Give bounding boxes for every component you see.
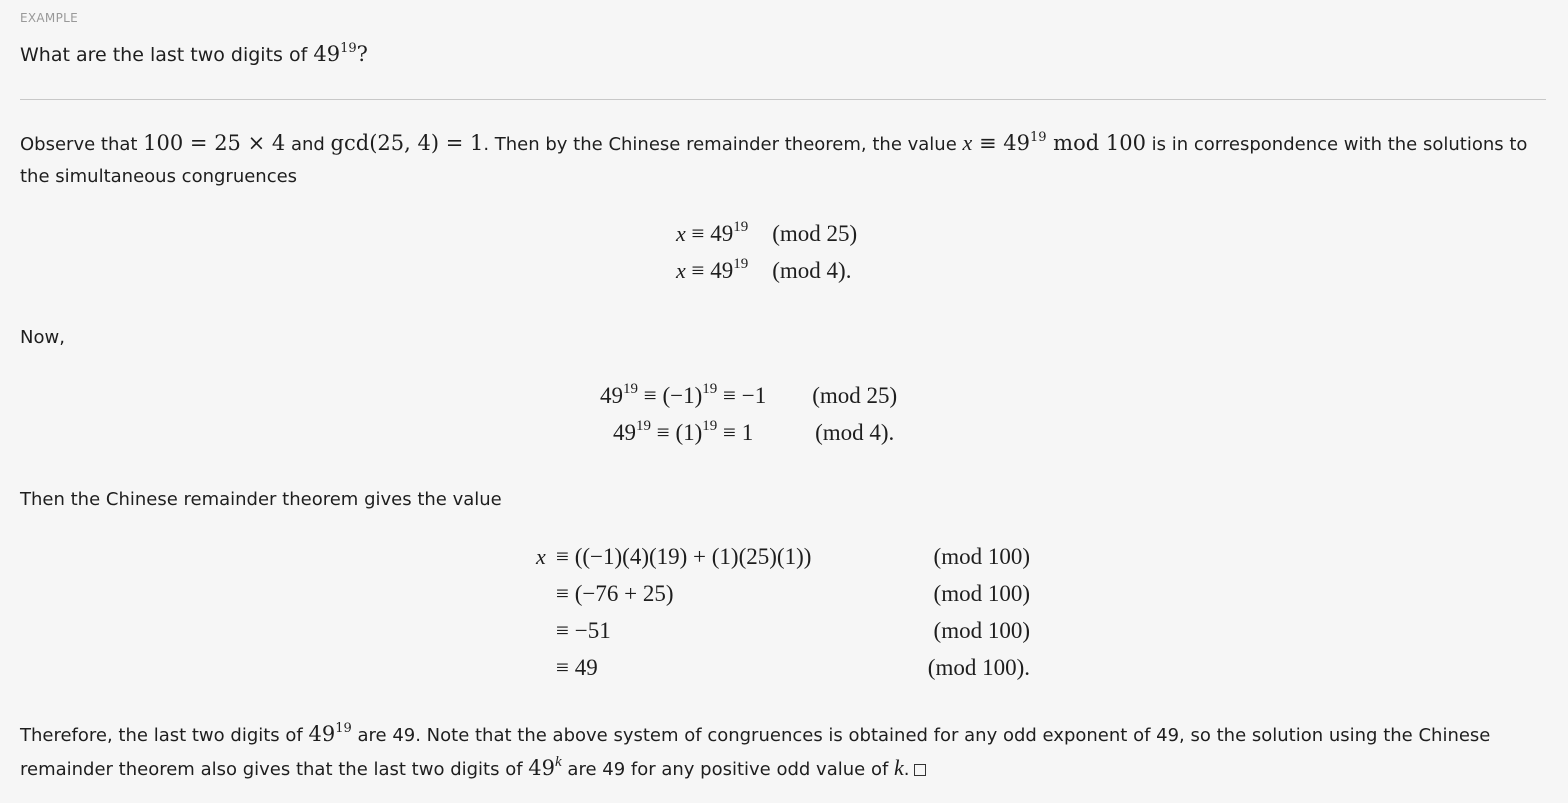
text-segment <box>676 215 857 289</box>
math-inline: 100 = 25 × 4 <box>143 131 286 155</box>
exponent: k <box>555 754 562 770</box>
text-segment: (mod 25) <box>772 220 858 246</box>
text-segment <box>600 377 897 451</box>
text-segment: (mod 100). <box>927 654 1030 680</box>
text-segment: ≡ ((−1)(4)(19) + (1)(25)(1)) <box>556 543 812 569</box>
text-segment: Therefore, the last two digits of <box>20 725 309 746</box>
text-segment: the simultaneous congruences <box>20 166 298 187</box>
text-segment: mod 100 <box>1046 131 1146 155</box>
text-segment: ≡ (−76 + 25) <box>556 580 674 606</box>
text-segment: (mod 25) <box>812 382 898 408</box>
exponent: 19 <box>1029 130 1047 145</box>
text-segment <box>536 575 556 612</box>
text-segment <box>308 722 351 746</box>
question <box>20 42 368 66</box>
text-segment: (mod 100) <box>933 580 1030 606</box>
math-inline: gcd(25, 4) = 1 <box>330 131 484 155</box>
exponent: 19 <box>702 417 718 434</box>
text-segment <box>676 252 857 289</box>
text-segment <box>600 377 897 451</box>
text-segment <box>536 538 1030 575</box>
text-segment <box>536 612 1030 649</box>
text-segment: x <box>676 220 686 246</box>
text-segment: Observe that <box>20 134 144 155</box>
text-segment: remainder theorem also gives that the last two digits of <box>20 759 529 780</box>
text-segment: x <box>676 257 686 283</box>
text-segment: ≡ (−1) <box>638 382 703 408</box>
text-segment <box>536 649 1030 686</box>
text-segment: ≡ 49 <box>972 131 1030 155</box>
text-segment <box>676 215 748 252</box>
exponent: 19 <box>623 380 638 397</box>
text-segment <box>600 377 766 414</box>
text-segment: ≡ −1 <box>717 382 767 408</box>
display-reductions <box>600 377 897 451</box>
text-segment: . <box>903 759 910 780</box>
section-label: EXAMPLE <box>20 11 78 25</box>
text-segment <box>600 414 766 451</box>
text-segment: 49 <box>600 382 623 408</box>
text-segment <box>600 377 897 414</box>
text-segment: are 49. Note that the above system of congruences is obtained for any odd exponent of 49, so the solution using the Chinese <box>351 725 1491 746</box>
question-mark: ? <box>356 42 368 66</box>
text-segment: (mod 4). <box>815 419 895 445</box>
text-segment: ≡ −51 <box>556 617 611 643</box>
qed-square-icon <box>914 764 926 776</box>
then-text: Then the Chinese remainder theorem gives the value <box>20 489 502 510</box>
exponent: 19 <box>702 380 718 397</box>
exponent: 19 <box>335 721 352 736</box>
text-segment: x <box>962 130 973 155</box>
text-segment: 49 <box>612 419 636 445</box>
text-segment <box>600 414 897 451</box>
text-segment: (mod 100) <box>933 543 1030 569</box>
text-segment <box>972 131 1146 155</box>
text-segment: are 49 for any positive odd value of <box>561 759 895 780</box>
text-segment: ≡ 1 <box>717 419 754 445</box>
text-segment <box>536 538 1030 686</box>
text-segment: ≡ 49 <box>556 654 598 680</box>
text-segment <box>528 756 561 780</box>
display-congruences <box>676 215 857 289</box>
text-segment: x <box>536 543 546 569</box>
paragraph-conclusion <box>20 718 1550 786</box>
question-text: What are the last two digits of <box>20 44 314 66</box>
exponent: 19 <box>733 218 749 235</box>
text-segment: 49 <box>313 42 341 66</box>
exponent: 19 <box>635 417 651 434</box>
now-text: Now, <box>20 327 65 348</box>
exponent: 19 <box>733 255 749 272</box>
text-segment: 49 <box>528 756 556 780</box>
divider <box>20 99 1546 100</box>
text-segment: is in correspondence with the solutions to <box>1145 134 1528 155</box>
paragraph-intro <box>20 127 1550 193</box>
math-power <box>313 42 356 66</box>
text-segment <box>536 575 1030 612</box>
text-segment: and <box>285 134 331 155</box>
text-segment <box>676 215 857 289</box>
exponent: 19 <box>340 41 357 56</box>
text-segment <box>536 538 1030 686</box>
text-segment: (mod 4). <box>772 257 852 283</box>
text-segment: . Then by the Chinese remainder theorem, the value <box>483 134 963 155</box>
text-segment <box>536 612 556 649</box>
text-segment: ≡ 49 <box>685 257 734 283</box>
text-segment: 49 <box>308 722 336 746</box>
text-segment <box>536 649 556 686</box>
text-segment: ≡ (1) <box>650 419 703 445</box>
display-crt <box>536 538 1030 686</box>
text-segment: ≡ 49 <box>685 220 734 246</box>
text-segment: (mod 100) <box>933 617 1030 643</box>
text-segment <box>676 252 748 289</box>
text-segment: k <box>894 755 904 780</box>
text-segment <box>676 215 857 252</box>
